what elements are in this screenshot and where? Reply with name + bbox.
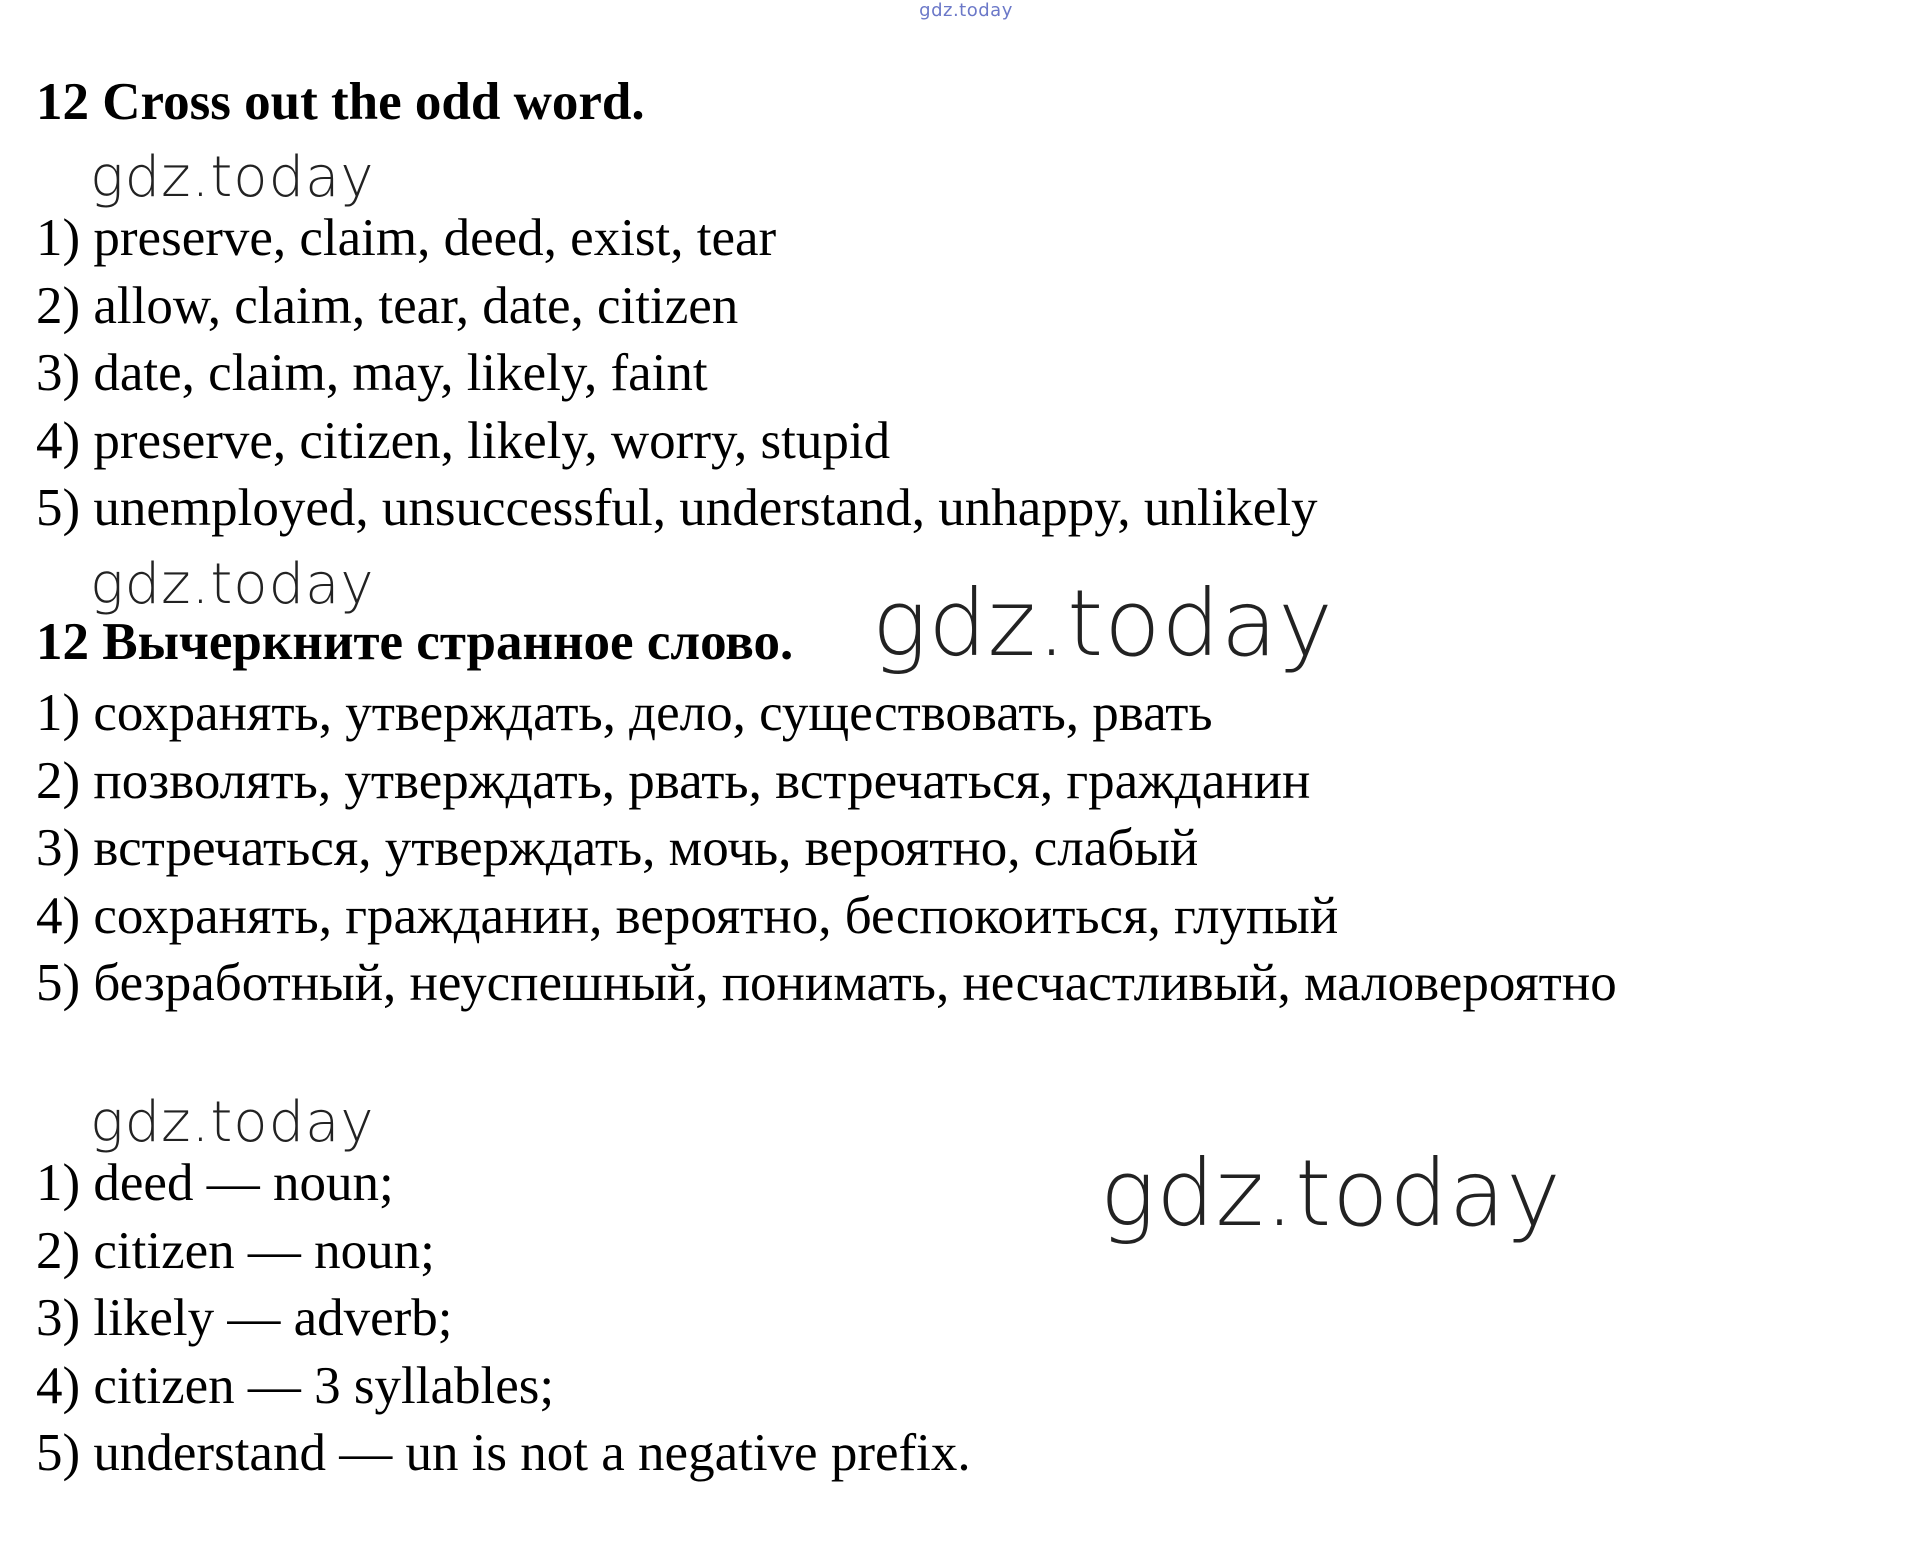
watermark-1: gdz.today	[90, 145, 375, 210]
list-item: 4) сохранять, гражданин, вероятно, беспокоиться, глупый	[36, 886, 1339, 945]
list-item: 4) preserve, citizen, likely, worry, stupid	[36, 411, 891, 470]
top-watermark: gdz.today	[919, 0, 1013, 21]
english-word-list	[36, 205, 1318, 543]
exercise-heading-russian: 12 Вычеркните странное слово.	[36, 613, 794, 671]
list-item: 2) allow, claim, tear, date, citizen	[36, 276, 739, 335]
list-item: 3) likely — adverb;	[36, 1289, 453, 1347]
list-item: 3) date, claim, may, likely, faint	[36, 344, 708, 402]
list-item: 2) позволять, утверждать, рвать, встречаться, гражданин	[36, 751, 1311, 810]
watermark-3: gdz.today	[90, 1090, 375, 1155]
list-item: 1) preserve, claim, deed, exist, tear	[36, 209, 777, 267]
watermark-large-1: gdz.today	[872, 570, 1334, 677]
russian-word-list	[36, 680, 1617, 1018]
list-item: 5) безработный, неуспешный, понимать, несчастливый, маловероятно	[36, 954, 1617, 1012]
exercise-heading-english: 12 Cross out the odd word.	[36, 73, 645, 131]
watermark-large-2: gdz.today	[1100, 1140, 1562, 1247]
list-item: 5) understand — un is not a negative prefix.	[36, 1424, 971, 1482]
list-item: 5) unemployed, unsuccessful, understand, unhappy, unlikely	[36, 479, 1318, 537]
list-item: 3) встречаться, утверждать, мочь, вероятно, слабый	[36, 819, 1199, 877]
list-item: 1) сохранять, утверждать, дело, существовать, рвать	[36, 684, 1213, 742]
list-item: 2) citizen — noun;	[36, 1221, 435, 1280]
answers-list	[36, 1150, 971, 1488]
list-item: 4) citizen — 3 syllables;	[36, 1356, 555, 1415]
watermark-2: gdz.today	[90, 552, 375, 617]
list-item: 1) deed — noun;	[36, 1154, 394, 1212]
